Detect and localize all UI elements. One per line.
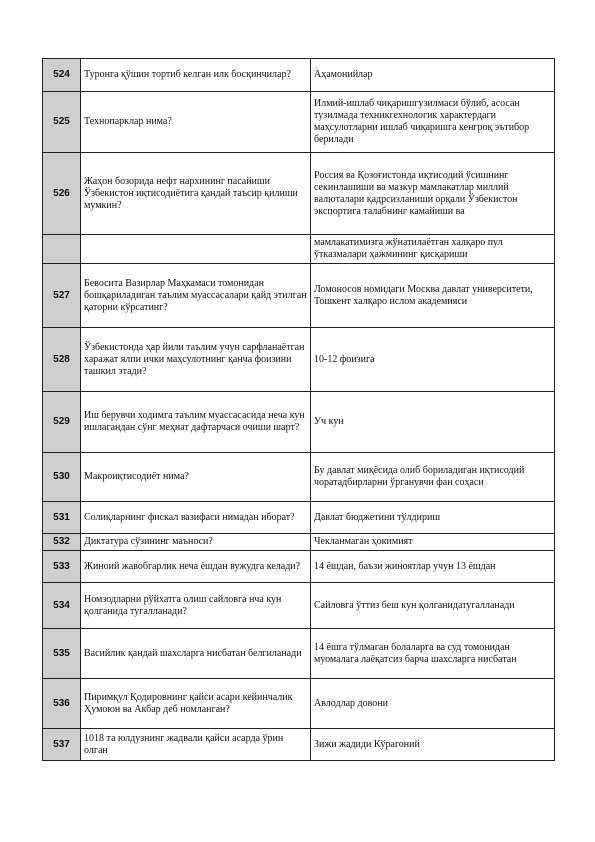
- answer-cell: Давлат бюджетини тўлдириш: [311, 502, 555, 534]
- row-number: 524: [43, 59, 81, 92]
- answer-cell: Зижи жадиди Кўрагоний: [311, 729, 555, 761]
- table-row: [43, 534, 555, 551]
- answer-cell: Авлодлар довони: [311, 679, 555, 729]
- answer-cell: 14 ёшдан, баъзи жиноятлар учун 13 ёшдан: [311, 551, 555, 583]
- question-cell: Номзодларни рўйхатга олиш сайловга нча кун қолганида тугалланади?: [81, 583, 311, 629]
- question-cell: Макроиқтисодиёт нима?: [81, 453, 311, 502]
- table-row: [43, 59, 555, 92]
- answer-cell: Сайловга ўттиз беш кун қолганидатугалланади: [311, 583, 555, 629]
- table-row: [43, 264, 555, 328]
- row-number: 533: [43, 551, 81, 583]
- question-cell: Диктатура сўзининг маъноси?: [81, 534, 311, 551]
- table-row: [43, 328, 555, 392]
- table-row: [43, 235, 555, 264]
- question-cell: Иш берувчи ходимга таълим муассасасида неча кун ишлагандан сўнг меҳнат дафтарчаси очиши шарт?: [81, 392, 311, 453]
- row-number: 531: [43, 502, 81, 534]
- answer-cell: Илмий-ишлаб чиқаришгузилмаси бўлиб, асосан тузилмада техникгехнологик характердаги маҳсулотларни ишлаб чиқаришга кенгроқ эътибор берилади: [311, 92, 555, 153]
- question-cell: Ўзбекистонда ҳар йили таълим учун сарфланаётган харажат ялпи ички маҳсулотнинг қанча фоизини ташкил этади?: [81, 328, 311, 392]
- table-body: [43, 59, 555, 761]
- answer-cell: 10-12 фоизига: [311, 328, 555, 392]
- answer-cell: Уч кун: [311, 392, 555, 453]
- question-cell: Жиноий жавобгарлик неча ёшдан вужудга келади?: [81, 551, 311, 583]
- question-cell: Туронга қўшин тортиб келган илк босқинчилар?: [81, 59, 311, 92]
- row-number: 526: [43, 153, 81, 235]
- table-row: [43, 392, 555, 453]
- table-row: [43, 583, 555, 629]
- row-number: 529: [43, 392, 81, 453]
- table-row: [43, 551, 555, 583]
- table-row: [43, 629, 555, 679]
- table-row: [43, 679, 555, 729]
- question-cell: Васийлик қандай шахсларга нисбатан белгиланади: [81, 629, 311, 679]
- row-number: 525: [43, 92, 81, 153]
- row-number: 532: [43, 534, 81, 551]
- row-number: 527: [43, 264, 81, 328]
- question-cell: Жаҳон бозорида нефт нархининг пасайиши Ўзбекистон иқтисодиётига қандай таъсир қилиши мумкин?: [81, 153, 311, 235]
- question-cell: Бевосита Вазирлар Маҳкамаси томонидан бошқариладиган таълим муассасалари қайд этилган қаторни кўрсатинг?: [81, 264, 311, 328]
- row-number: 535: [43, 629, 81, 679]
- question-cell: Пиримқул Қодировнинг қайси асари кейинчалик Ҳумоюн ва Акбар деб номланган?: [81, 679, 311, 729]
- answer-cell: Россия ва Қозоғистонда иқтисодий ўсишнинг секинлашиши ва мазкур мамлакатлар миллий валюталари қадрсизланиши орқали Ўзбекистон экспортига талабнинг камайиши ва: [311, 153, 555, 235]
- answer-cell: Ломоносов номидаги Москва давлат университети, Тошкент халқаро ислом академияси: [311, 264, 555, 328]
- table-row: [43, 153, 555, 235]
- row-number: 528: [43, 328, 81, 392]
- row-number: 534: [43, 583, 81, 629]
- table-row: [43, 729, 555, 761]
- question-cell: Солиқларнинг фискал вазифаси нимадан иборат?: [81, 502, 311, 534]
- table-row: [43, 92, 555, 153]
- answer-cell: 14 ёшга тўлмаган болаларга ва суд томонидан муомалага лаёқатсиз барча шахсларга нисбатан: [311, 629, 555, 679]
- question-cell: 1018 та юлдузнинг жадвали қайси асарда ўрин олган: [81, 729, 311, 761]
- table-row: [43, 502, 555, 534]
- answer-cell: Чекланмаган ҳокимият: [311, 534, 555, 551]
- answer-cell: мамлакатимизга жўнатилаётган халқаро пул ўтказмалари ҳажмининг қисқариши: [311, 235, 555, 264]
- table-row: [43, 453, 555, 502]
- question-cell: Технопарклар нима?: [81, 92, 311, 153]
- question-cell: [81, 235, 311, 264]
- row-number: 536: [43, 679, 81, 729]
- answer-cell: Аҳамонийлар: [311, 59, 555, 92]
- questions-table: [42, 58, 555, 761]
- row-number: [43, 235, 81, 264]
- answer-cell: Бу давлат миқёсида олиб бориладиган иқтисодий чоратадбирларни ўрганувчи фан соҳаси: [311, 453, 555, 502]
- row-number: 530: [43, 453, 81, 502]
- row-number: 537: [43, 729, 81, 761]
